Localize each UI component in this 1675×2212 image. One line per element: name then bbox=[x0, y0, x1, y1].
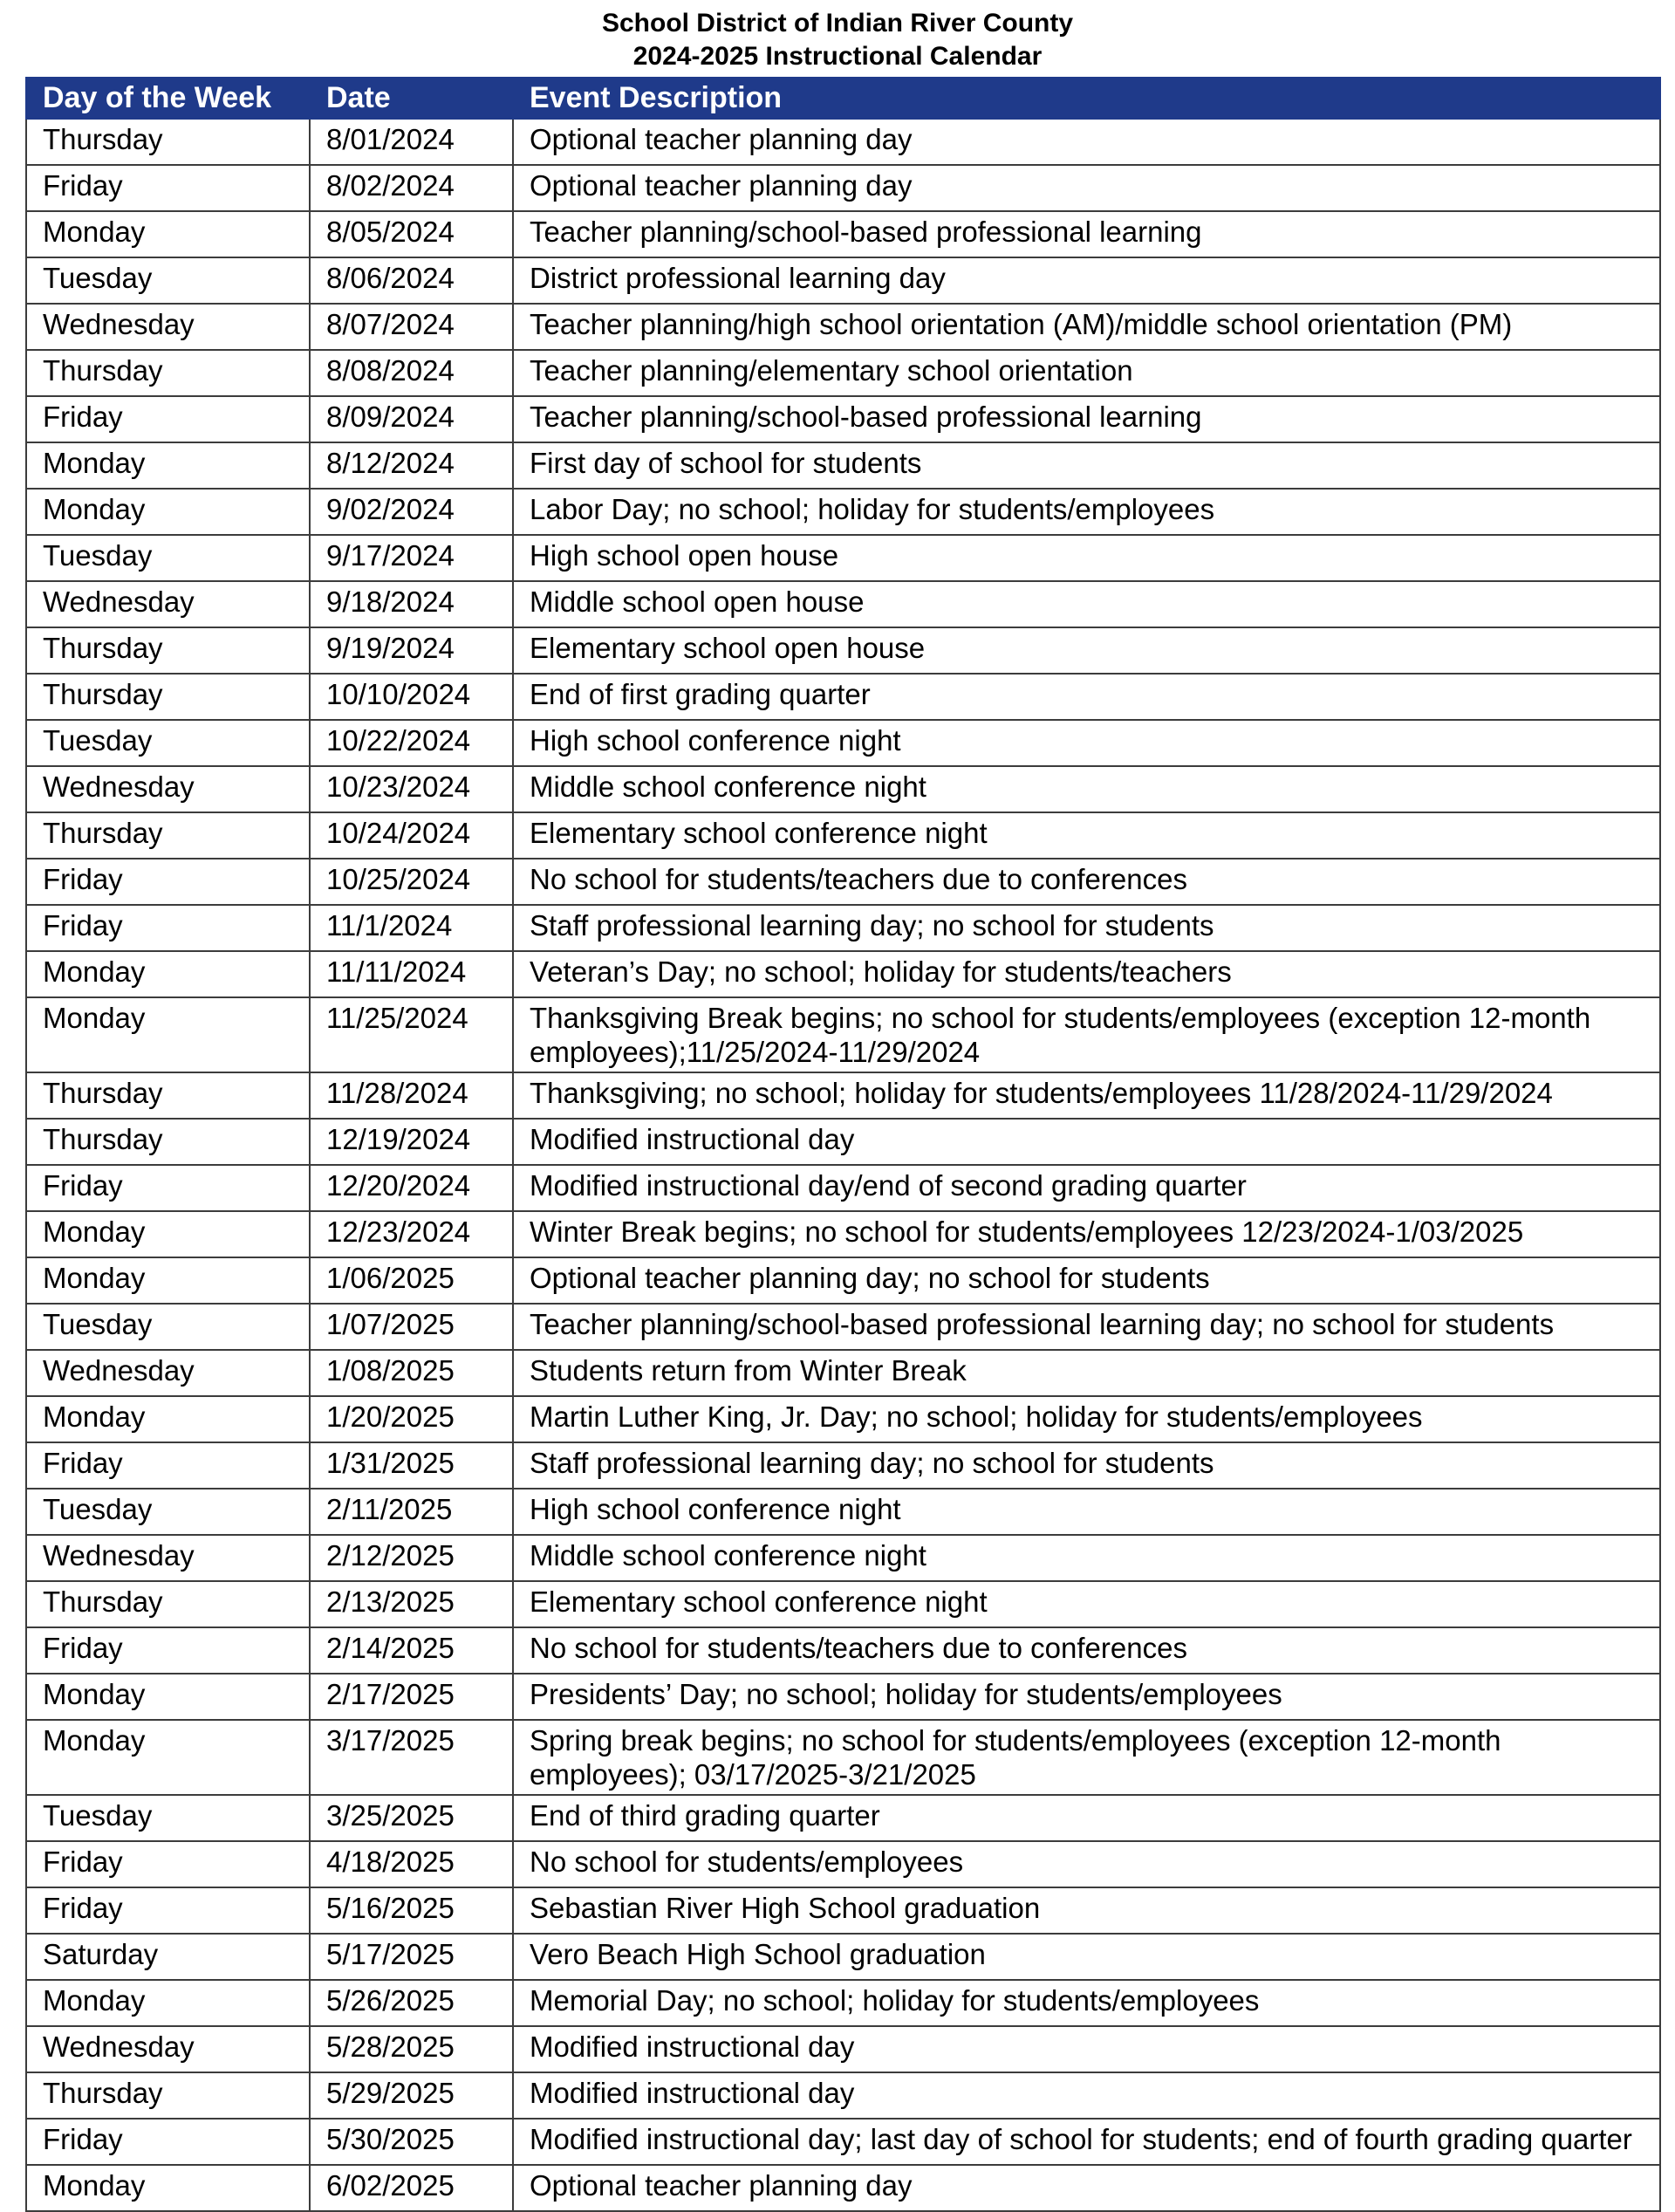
cell-event-description: Middle school conference night bbox=[513, 766, 1660, 812]
cell-date: 6/02/2025 bbox=[310, 2165, 513, 2211]
column-header-date: Date bbox=[310, 78, 513, 119]
table-row bbox=[26, 674, 1660, 720]
cell-event-description: First day of school for students bbox=[513, 442, 1660, 489]
cell-event-description: End of third grading quarter bbox=[513, 1795, 1660, 1841]
cell-event-description: Optional teacher planning day bbox=[513, 2165, 1660, 2211]
cell-date: 11/28/2024 bbox=[310, 1072, 513, 1119]
cell-event-description: District professional learning day bbox=[513, 257, 1660, 304]
table-row bbox=[26, 442, 1660, 489]
cell-date: 1/08/2025 bbox=[310, 1350, 513, 1396]
cell-date: 2/14/2025 bbox=[310, 1627, 513, 1674]
cell-event-description: Elementary school conference night bbox=[513, 1581, 1660, 1627]
cell-day-of-week: Friday bbox=[26, 1442, 310, 1489]
cell-date: 10/10/2024 bbox=[310, 674, 513, 720]
table-row bbox=[26, 1489, 1660, 1535]
cell-event-description: Vero Beach High School graduation bbox=[513, 1934, 1660, 1980]
cell-event-description: Modified instructional day bbox=[513, 2026, 1660, 2072]
cell-day-of-week: Wednesday bbox=[26, 304, 310, 350]
cell-event-description: Elementary school conference night bbox=[513, 812, 1660, 859]
cell-date: 5/16/2025 bbox=[310, 1887, 513, 1934]
cell-day-of-week: Friday bbox=[26, 1165, 310, 1211]
cell-date: 2/12/2025 bbox=[310, 1535, 513, 1581]
cell-event-description: Middle school conference night bbox=[513, 1535, 1660, 1581]
cell-event-description: Labor Day; no school; holiday for students/employees bbox=[513, 489, 1660, 535]
table-row bbox=[26, 257, 1660, 304]
cell-event-description: Sebastian River High School graduation bbox=[513, 1887, 1660, 1934]
cell-day-of-week: Thursday bbox=[26, 1119, 310, 1165]
cell-event-description: Elementary school open house bbox=[513, 627, 1660, 674]
cell-event-description: Optional teacher planning day bbox=[513, 165, 1660, 211]
cell-date: 2/11/2025 bbox=[310, 1489, 513, 1535]
cell-event-description: Middle school open house bbox=[513, 581, 1660, 627]
cell-date: 5/28/2025 bbox=[310, 2026, 513, 2072]
table-row bbox=[26, 350, 1660, 396]
cell-day-of-week: Tuesday bbox=[26, 720, 310, 766]
cell-day-of-week: Friday bbox=[26, 905, 310, 951]
cell-event-description: End of first grading quarter bbox=[513, 674, 1660, 720]
table-row bbox=[26, 165, 1660, 211]
cell-day-of-week: Monday bbox=[26, 442, 310, 489]
cell-event-description: High school open house bbox=[513, 535, 1660, 581]
cell-date: 8/05/2024 bbox=[310, 211, 513, 257]
cell-date: 8/12/2024 bbox=[310, 442, 513, 489]
cell-date: 3/25/2025 bbox=[310, 1795, 513, 1841]
column-header-event: Event Description bbox=[513, 78, 1660, 119]
cell-day-of-week: Friday bbox=[26, 1841, 310, 1887]
cell-event-description: Staff professional learning day; no school for students bbox=[513, 1442, 1660, 1489]
cell-day-of-week: Wednesday bbox=[26, 1350, 310, 1396]
cell-event-description: Teacher planning/high school orientation (AM)/middle school orientation (PM) bbox=[513, 304, 1660, 350]
cell-day-of-week: Thursday bbox=[26, 674, 310, 720]
cell-day-of-week: Friday bbox=[26, 396, 310, 442]
cell-day-of-week: Thursday bbox=[26, 350, 310, 396]
cell-event-description: No school for students/teachers due to conferences bbox=[513, 859, 1660, 905]
cell-event-description: Presidents’ Day; no school; holiday for students/employees bbox=[513, 1674, 1660, 1720]
table-row bbox=[26, 766, 1660, 812]
cell-event-description: Teacher planning/school-based professional learning bbox=[513, 396, 1660, 442]
cell-date: 10/22/2024 bbox=[310, 720, 513, 766]
cell-date: 12/19/2024 bbox=[310, 1119, 513, 1165]
table-row bbox=[26, 1350, 1660, 1396]
cell-day-of-week: Tuesday bbox=[26, 257, 310, 304]
table-row bbox=[26, 2026, 1660, 2072]
cell-event-description: Staff professional learning day; no school for students bbox=[513, 905, 1660, 951]
cell-day-of-week: Friday bbox=[26, 2119, 310, 2165]
cell-date: 12/20/2024 bbox=[310, 1165, 513, 1211]
table-row bbox=[26, 720, 1660, 766]
cell-day-of-week: Wednesday bbox=[26, 581, 310, 627]
table-row bbox=[26, 581, 1660, 627]
cell-date: 5/26/2025 bbox=[310, 1980, 513, 2026]
cell-event-description: Veteran’s Day; no school; holiday for students/teachers bbox=[513, 951, 1660, 997]
cell-day-of-week: Tuesday bbox=[26, 1489, 310, 1535]
cell-event-description: Teacher planning/elementary school orientation bbox=[513, 350, 1660, 396]
table-row bbox=[26, 1535, 1660, 1581]
table-row bbox=[26, 2119, 1660, 2165]
cell-date: 8/09/2024 bbox=[310, 396, 513, 442]
cell-date: 9/02/2024 bbox=[310, 489, 513, 535]
cell-event-description: Teacher planning/school-based professional learning bbox=[513, 211, 1660, 257]
cell-day-of-week: Thursday bbox=[26, 812, 310, 859]
cell-day-of-week: Thursday bbox=[26, 119, 310, 165]
table-row bbox=[26, 396, 1660, 442]
cell-event-description: Thanksgiving; no school; holiday for students/employees 11/28/2024-11/29/2024 bbox=[513, 1072, 1660, 1119]
table-row bbox=[26, 535, 1660, 581]
cell-date: 11/25/2024 bbox=[310, 997, 513, 1072]
document-title bbox=[0, 7, 1675, 73]
table-row bbox=[26, 859, 1660, 905]
cell-day-of-week: Monday bbox=[26, 1980, 310, 2026]
table-row bbox=[26, 1627, 1660, 1674]
cell-day-of-week: Monday bbox=[26, 1211, 310, 1257]
cell-event-description: Optional teacher planning day; no school for students bbox=[513, 1257, 1660, 1304]
cell-date: 12/23/2024 bbox=[310, 1211, 513, 1257]
cell-event-description: Students return from Winter Break bbox=[513, 1350, 1660, 1396]
cell-date: 10/23/2024 bbox=[310, 766, 513, 812]
table-row bbox=[26, 1072, 1660, 1119]
cell-event-description: Modified instructional day/end of second grading quarter bbox=[513, 1165, 1660, 1211]
cell-day-of-week: Monday bbox=[26, 211, 310, 257]
cell-date: 8/01/2024 bbox=[310, 119, 513, 165]
cell-event-description: Thanksgiving Break begins; no school for students/employees (exception 12-month employees);11/25/2024-11/29/2024 bbox=[513, 997, 1660, 1072]
cell-day-of-week: Thursday bbox=[26, 2072, 310, 2119]
cell-day-of-week: Saturday bbox=[26, 1934, 310, 1980]
cell-day-of-week: Monday bbox=[26, 1396, 310, 1442]
cell-day-of-week: Tuesday bbox=[26, 1795, 310, 1841]
cell-date: 8/08/2024 bbox=[310, 350, 513, 396]
cell-date: 3/17/2025 bbox=[310, 1720, 513, 1795]
table-row bbox=[26, 1795, 1660, 1841]
cell-day-of-week: Friday bbox=[26, 859, 310, 905]
cell-date: 5/29/2025 bbox=[310, 2072, 513, 2119]
table-row bbox=[26, 1257, 1660, 1304]
cell-event-description: High school conference night bbox=[513, 1489, 1660, 1535]
cell-day-of-week: Thursday bbox=[26, 1072, 310, 1119]
cell-day-of-week: Monday bbox=[26, 1720, 310, 1795]
table-row bbox=[26, 1211, 1660, 1257]
cell-day-of-week: Friday bbox=[26, 165, 310, 211]
cell-event-description: Teacher planning/school-based professional learning day; no school for students bbox=[513, 1304, 1660, 1350]
cell-event-description: Martin Luther King, Jr. Day; no school; holiday for students/employees bbox=[513, 1396, 1660, 1442]
table-row bbox=[26, 1887, 1660, 1934]
cell-event-description: Optional teacher planning day bbox=[513, 119, 1660, 165]
table-row bbox=[26, 1841, 1660, 1887]
cell-day-of-week: Monday bbox=[26, 2165, 310, 2211]
cell-day-of-week: Wednesday bbox=[26, 1535, 310, 1581]
table-row bbox=[26, 1442, 1660, 1489]
table-row bbox=[26, 951, 1660, 997]
cell-day-of-week: Tuesday bbox=[26, 1304, 310, 1350]
table-row bbox=[26, 1581, 1660, 1627]
cell-date: 11/1/2024 bbox=[310, 905, 513, 951]
cell-day-of-week: Monday bbox=[26, 1674, 310, 1720]
table-row bbox=[26, 1165, 1660, 1211]
cell-date: 10/25/2024 bbox=[310, 859, 513, 905]
cell-date: 8/07/2024 bbox=[310, 304, 513, 350]
table-row bbox=[26, 997, 1660, 1072]
table-row bbox=[26, 1396, 1660, 1442]
table-row bbox=[26, 1980, 1660, 2026]
table-row bbox=[26, 1304, 1660, 1350]
table-row bbox=[26, 489, 1660, 535]
cell-day-of-week: Monday bbox=[26, 1257, 310, 1304]
cell-date: 9/17/2024 bbox=[310, 535, 513, 581]
table-body bbox=[26, 119, 1660, 2211]
cell-date: 11/11/2024 bbox=[310, 951, 513, 997]
cell-date: 10/24/2024 bbox=[310, 812, 513, 859]
cell-day-of-week: Monday bbox=[26, 489, 310, 535]
table-row bbox=[26, 812, 1660, 859]
cell-event-description: High school conference night bbox=[513, 720, 1660, 766]
table-row bbox=[26, 1720, 1660, 1795]
cell-day-of-week: Wednesday bbox=[26, 766, 310, 812]
table-row bbox=[26, 2072, 1660, 2119]
cell-date: 1/31/2025 bbox=[310, 1442, 513, 1489]
cell-day-of-week: Thursday bbox=[26, 627, 310, 674]
cell-day-of-week: Tuesday bbox=[26, 535, 310, 581]
cell-event-description: Spring break begins; no school for students/employees (exception 12-month employees); 03/17/2025-3/21/2025 bbox=[513, 1720, 1660, 1795]
table-row bbox=[26, 627, 1660, 674]
cell-day-of-week: Friday bbox=[26, 1627, 310, 1674]
table-header-row bbox=[26, 78, 1660, 119]
table-row bbox=[26, 1674, 1660, 1720]
cell-event-description: Modified instructional day; last day of school for students; end of fourth grading quarter bbox=[513, 2119, 1660, 2165]
cell-day-of-week: Friday bbox=[26, 1887, 310, 1934]
cell-event-description: Modified instructional day bbox=[513, 1119, 1660, 1165]
cell-day-of-week: Wednesday bbox=[26, 2026, 310, 2072]
table-row bbox=[26, 2165, 1660, 2211]
cell-date: 2/17/2025 bbox=[310, 1674, 513, 1720]
cell-day-of-week: Monday bbox=[26, 997, 310, 1072]
cell-date: 2/13/2025 bbox=[310, 1581, 513, 1627]
cell-date: 1/07/2025 bbox=[310, 1304, 513, 1350]
table-row bbox=[26, 905, 1660, 951]
cell-date: 1/06/2025 bbox=[310, 1257, 513, 1304]
cell-date: 9/18/2024 bbox=[310, 581, 513, 627]
table-row bbox=[26, 1934, 1660, 1980]
cell-event-description: No school for students/employees bbox=[513, 1841, 1660, 1887]
cell-date: 5/17/2025 bbox=[310, 1934, 513, 1980]
title-line-1: School District of Indian River County bbox=[601, 9, 1074, 38]
cell-date: 9/19/2024 bbox=[310, 627, 513, 674]
cell-event-description: Memorial Day; no school; holiday for students/employees bbox=[513, 1980, 1660, 2026]
table-row bbox=[26, 304, 1660, 350]
column-header-day: Day of the Week bbox=[26, 78, 310, 119]
cell-event-description: Modified instructional day bbox=[513, 2072, 1660, 2119]
table-row bbox=[26, 211, 1660, 257]
cell-date: 8/02/2024 bbox=[310, 165, 513, 211]
cell-date: 5/30/2025 bbox=[310, 2119, 513, 2165]
cell-date: 1/20/2025 bbox=[310, 1396, 513, 1442]
cell-day-of-week: Thursday bbox=[26, 1581, 310, 1627]
title-line-2: 2024-2025 Instructional Calendar bbox=[632, 42, 1043, 71]
calendar-table bbox=[25, 77, 1661, 2212]
cell-event-description: No school for students/teachers due to conferences bbox=[513, 1627, 1660, 1674]
table-row bbox=[26, 1119, 1660, 1165]
cell-day-of-week: Monday bbox=[26, 951, 310, 997]
cell-date: 8/06/2024 bbox=[310, 257, 513, 304]
table-row bbox=[26, 119, 1660, 165]
cell-date: 4/18/2025 bbox=[310, 1841, 513, 1887]
cell-event-description: Winter Break begins; no school for students/employees 12/23/2024-1/03/2025 bbox=[513, 1211, 1660, 1257]
